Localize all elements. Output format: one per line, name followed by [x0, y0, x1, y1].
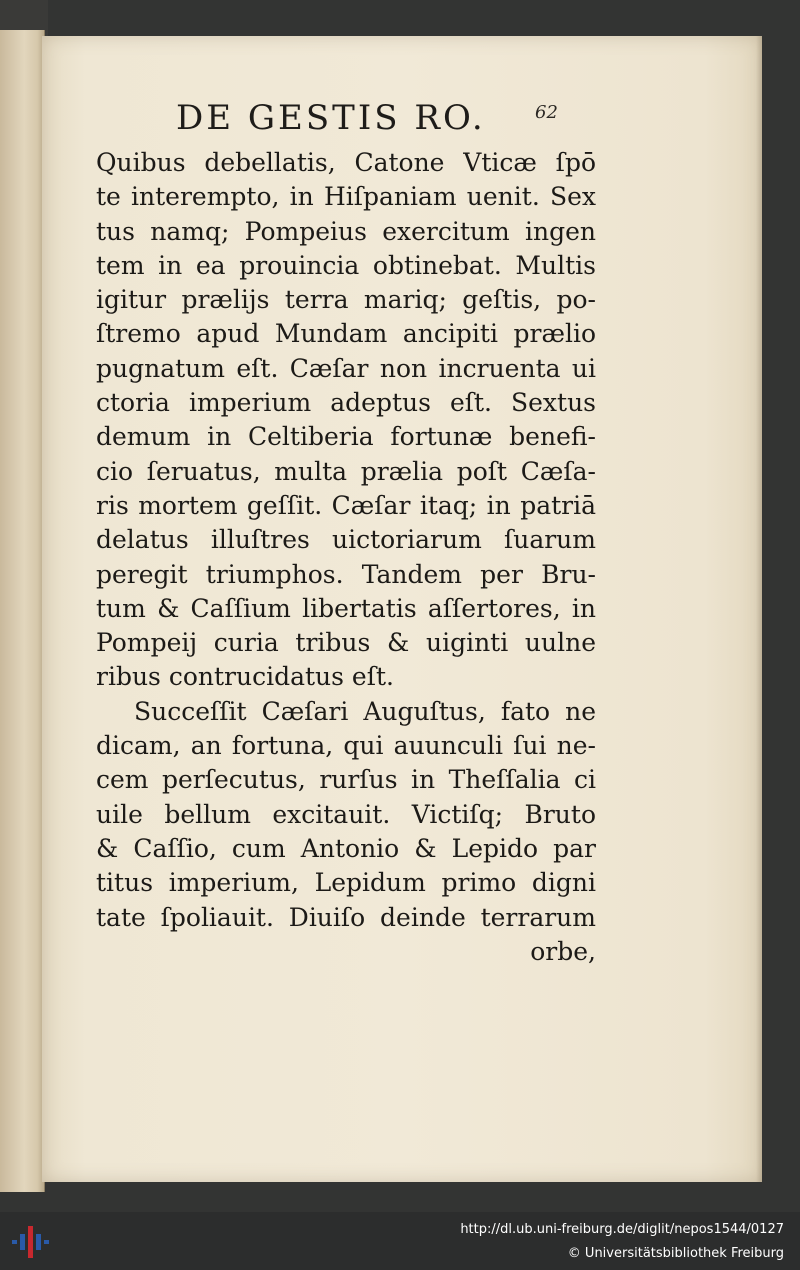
text-line: cem perſecutus, rurſus in Theſſalia ci	[96, 765, 596, 795]
ub-freiburg-logo-icon[interactable]	[10, 1222, 50, 1262]
folio-number: 62	[535, 102, 558, 123]
running-head: DE GESTIS RO.	[176, 98, 486, 138]
text-line: ribus contrucidatus eſt.	[96, 662, 394, 692]
text-line: uile bellum excitauit. Victiſq; Bruto	[96, 799, 596, 829]
footer-bar	[0, 1212, 800, 1270]
text-line: Succeſſit Cæſari Auguſtus, fato ne	[134, 696, 596, 726]
text-line: titus imperium, Lepidum primo digni	[96, 868, 596, 898]
text-line: te interempto, in Hiſpaniam uenit. Sex	[96, 182, 596, 212]
text-line: tum & Caſſium libertatis aſſertores, in	[96, 593, 596, 623]
text-line: delatus illuſtres uictoriarum ſuarum	[96, 525, 596, 555]
text-line: cio ſeruatus, multa prælia poſt Cæſa-	[96, 456, 596, 486]
text-line: & Caſſio, cum Antonio & Lepido par	[96, 833, 596, 863]
text-line: ctoria imperium adeptus eſt. Sextus	[96, 388, 596, 418]
facing-page-edge	[0, 30, 45, 1192]
text-line: ris mortem geſſit. Cæſar itaq; in patriā	[96, 490, 596, 520]
text-line: Pompeij curia tribus & uiginti uulne	[96, 628, 596, 658]
text-line: pugnatum eſt. Cæſar non incruenta ui	[96, 353, 596, 383]
text-line: demum in Celtiberia fortunæ benefi-	[96, 422, 596, 452]
text-line: tus namq; Pompeius exercitum ingen	[96, 216, 596, 246]
text-line: igitur prælijs terra mariq; geſtis, po-	[96, 285, 596, 315]
text-line: tate ſpoliauit. Diuiſo deinde terrarum	[96, 902, 596, 932]
page-shadow	[756, 36, 762, 1182]
page-text	[96, 146, 596, 969]
text-line: ſtremo apud Mundam ancipiti prælio	[96, 319, 596, 349]
text-line: peregit triumphos. Tandem per Bru-	[96, 559, 596, 589]
text-line: tem in ea prouincia obtinebat. Multis	[96, 250, 596, 280]
catchword: orbe,	[530, 936, 596, 966]
copyright-notice: © Universitätsbibliothek Freiburg	[567, 1246, 784, 1261]
document-url-link[interactable]: http://dl.ub.uni-freiburg.de/diglit/nepos1544/0127	[460, 1222, 784, 1237]
text-line: Quibus debellatis, Catone Vticæ ſpō	[96, 148, 596, 177]
text-line: dicam, an fortuna, qui auunculi ſui ne-	[96, 731, 596, 761]
